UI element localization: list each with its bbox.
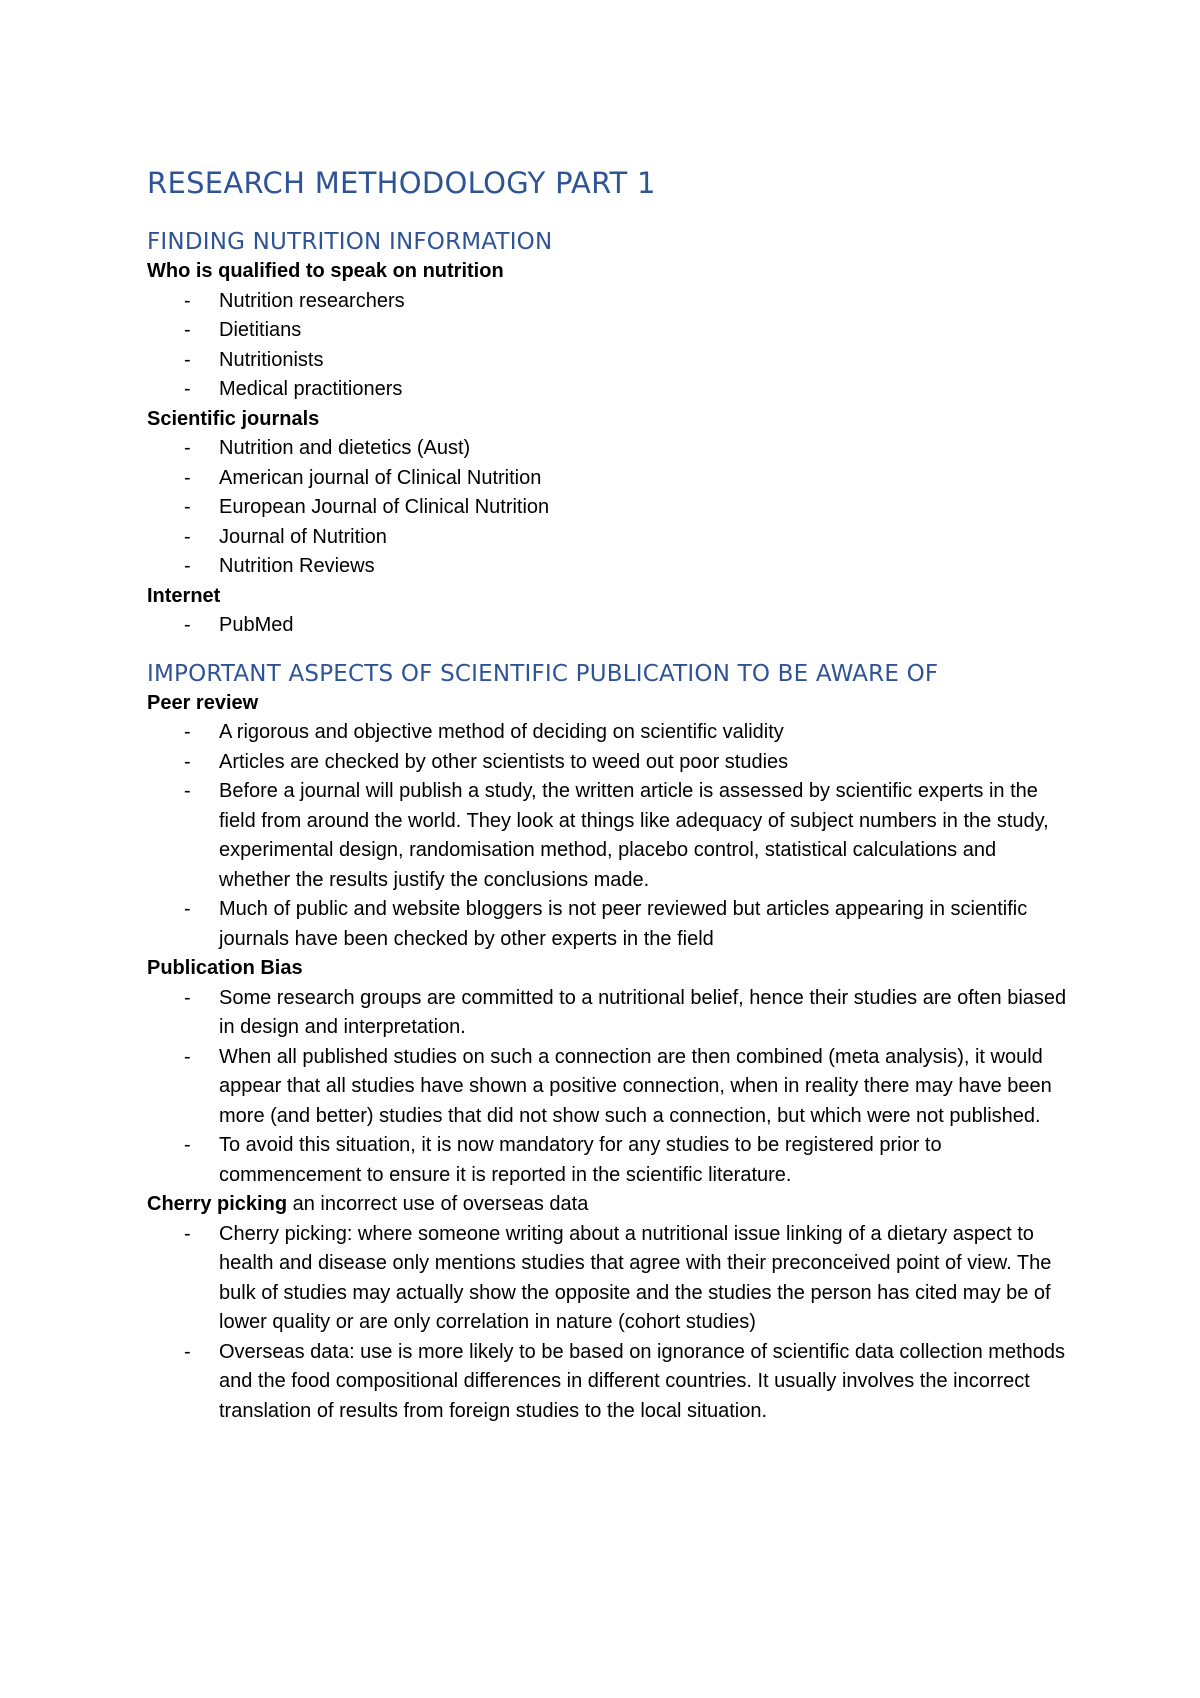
subheading-continuation: an incorrect use of overseas data: [287, 1193, 589, 1215]
dash-bullet-icon: -: [184, 1222, 191, 1245]
bullet-list: [147, 984, 1067, 1191]
subheading-text: Peer review: [147, 691, 259, 714]
section: [147, 227, 1067, 641]
dash-bullet-icon: -: [184, 721, 191, 743]
list-item-text: A rigorous and objective method of deciding on scientific validity: [219, 721, 784, 743]
list-item-text: When all published studies on such a connection are then combined (meta analysis), it would appear that all studies have shown a positive connection, when in reality there may have been more (and better) studies that did not show such a connection, but which were not published.: [219, 1045, 1052, 1127]
list-item: [147, 523, 1067, 553]
dash-bullet-icon: -: [184, 466, 191, 489]
dash-bullet-icon: -: [184, 1340, 191, 1363]
dash-bullet-icon: -: [184, 1045, 191, 1068]
list-item-text: Before a journal will publish a study, the written article is assessed by scientific experts in the field from around the world. They look at things like adequacy of subject numbers in the study, experimental design, randomisation method, placebo control, statistical calculations and whether the results justify the conclusions made.: [219, 780, 1049, 891]
list-item: [147, 1131, 1067, 1190]
list-item: [147, 611, 1067, 641]
list-item-text: American journal of Clinical Nutrition: [219, 466, 542, 489]
list-item: [147, 346, 1067, 376]
dash-bullet-icon: -: [184, 1134, 191, 1156]
dash-bullet-icon: -: [184, 437, 191, 459]
dash-bullet-icon: -: [184, 986, 191, 1009]
list-item: [147, 552, 1067, 582]
document-body: [147, 227, 1067, 1426]
list-item-text: Articles are checked by other scientists to weed out poor studies: [219, 750, 789, 773]
document-page: [147, 165, 1067, 1426]
bullet-list: [147, 287, 1067, 405]
section-heading: FINDING NUTRITION INFORMATION: [147, 229, 553, 255]
list-item: [147, 375, 1067, 405]
list-item: [147, 493, 1067, 523]
section-heading: IMPORTANT ASPECTS OF SCIENTIFIC PUBLICATION TO BE AWARE OF: [147, 660, 939, 687]
dash-bullet-icon: -: [184, 780, 191, 802]
list-item: [147, 777, 1067, 895]
list-item-text: Journal of Nutrition: [219, 525, 387, 548]
dash-bullet-icon: -: [184, 496, 191, 518]
bullet-list: [147, 1220, 1067, 1427]
list-item: [147, 895, 1067, 954]
list-item: [147, 748, 1067, 778]
list-item: [147, 718, 1067, 748]
document-title: RESEARCH METHODOLOGY PART 1: [147, 166, 656, 200]
list-item: [147, 1043, 1067, 1132]
dash-bullet-icon: -: [184, 348, 191, 371]
list-item-text: Much of public and website bloggers is not peer reviewed but articles appearing in scientific journals have been checked by other experts in the field: [219, 898, 1028, 950]
list-item: [147, 984, 1067, 1043]
bullet-list: [147, 611, 1067, 641]
dash-bullet-icon: -: [184, 614, 191, 636]
dash-bullet-icon: -: [184, 898, 191, 920]
list-item-text: Nutritionists: [219, 348, 324, 371]
list-item-text: Dietitians: [219, 319, 302, 341]
list-item-text: Nutrition researchers: [219, 289, 405, 312]
list-item: [147, 464, 1067, 494]
list-item: [147, 1220, 1067, 1338]
subheading-text: Who is qualified to speak on nutrition: [147, 260, 504, 282]
subheading: [147, 405, 1067, 435]
list-item: [147, 1338, 1067, 1427]
dash-bullet-icon: -: [184, 378, 191, 400]
list-item-text: Nutrition Reviews: [219, 555, 375, 577]
list-item-text: Nutrition and dietetics (Aust): [219, 437, 471, 459]
list-item: [147, 287, 1067, 317]
dash-bullet-icon: -: [184, 289, 191, 312]
dash-bullet-icon: -: [184, 525, 191, 548]
list-item-text: Medical practitioners: [219, 378, 403, 400]
list-item-text: To avoid this situation, it is now mandatory for any studies to be registered prior to commencement to ensure it is reported in the scientific literature.: [219, 1134, 942, 1186]
bullet-list: [147, 718, 1067, 954]
subheading: [147, 954, 1067, 984]
subheading: [147, 257, 1067, 287]
list-item-text: Some research groups are committed to a nutritional belief, hence their studies are often biased in design and interpretation.: [219, 986, 1067, 1038]
list-item-text: Overseas data: use is more likely to be based on ignorance of scientific data collection methods and the food compositional differences in different countries. It usually involves the incorrect translation of results from foreign studies to the local situation.: [219, 1340, 1066, 1422]
subheading: [147, 1190, 1067, 1220]
subheading-text: Internet: [147, 584, 221, 607]
subheading-text: Cherry picking: [147, 1193, 288, 1215]
dash-bullet-icon: -: [184, 319, 191, 341]
subheading: [147, 582, 1067, 612]
list-item-text: PubMed: [219, 614, 294, 636]
bullet-list: [147, 434, 1067, 582]
list-item: [147, 434, 1067, 464]
subheading-text: Scientific journals: [147, 407, 320, 430]
dash-bullet-icon: -: [184, 750, 191, 773]
list-item-text: European Journal of Clinical Nutrition: [219, 496, 550, 518]
subheading: [147, 689, 1067, 719]
list-item: [147, 316, 1067, 346]
list-item-text: Cherry picking: where someone writing about a nutritional issue linking of a dietary aspect to health and disease only mentions studies that agree with their preconceived point of view. The bulk of studies may actually show the opposite and the studies the person has cited may be of lower quality or are only correlation in nature (cohort studies): [219, 1222, 1052, 1333]
section: [147, 659, 1067, 1427]
subheading-text: Publication Bias: [147, 957, 303, 979]
dash-bullet-icon: -: [184, 555, 191, 577]
